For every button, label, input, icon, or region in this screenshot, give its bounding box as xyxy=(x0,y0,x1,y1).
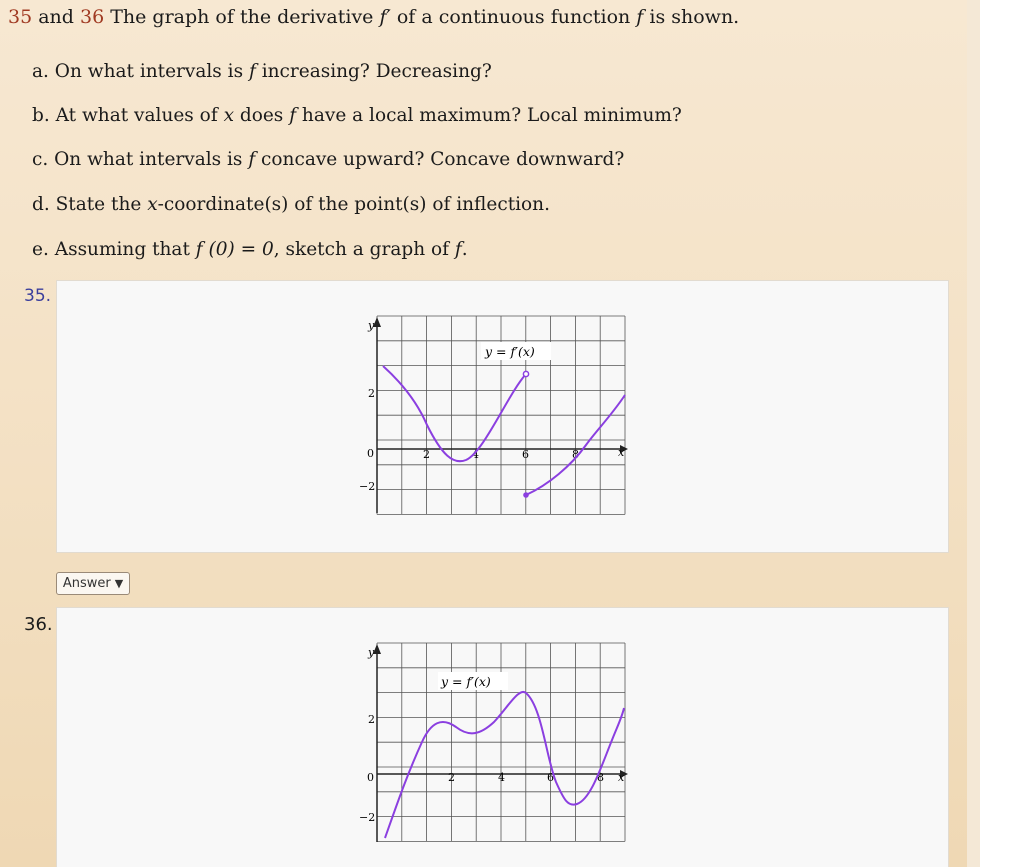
tick-label-origin: 0 xyxy=(367,771,374,784)
problem-number-36: 36 xyxy=(80,6,105,28)
question-e-f0: f (0) = 0 xyxy=(195,239,274,260)
header-text-3: is shown. xyxy=(643,6,740,28)
derivative-curve-a xyxy=(383,366,526,461)
x-axis-label: x xyxy=(618,771,625,784)
question-e-prefix: e. Assuming that xyxy=(32,239,196,260)
tick-label-y2: 2 xyxy=(368,713,375,726)
open-endpoint-top xyxy=(523,371,528,376)
question-e-end: . xyxy=(461,239,468,260)
question-c-prefix: c. On what intervals is xyxy=(32,149,249,170)
header-f: f xyxy=(636,6,644,28)
question-d-suffix: -coordinate(s) of the point(s) of inflection. xyxy=(157,194,550,215)
answer-button[interactable] xyxy=(56,572,130,595)
question-b-mid: does xyxy=(234,105,290,126)
question-a-suffix: increasing? Decreasing? xyxy=(255,61,492,82)
tick-label-y2: 2 xyxy=(368,387,375,400)
exercise-36-label: 36. xyxy=(24,614,53,635)
question-c xyxy=(32,149,624,170)
y-axis-label: y xyxy=(368,319,375,332)
question-c-f: f xyxy=(248,149,256,170)
question-b xyxy=(32,105,682,126)
question-d xyxy=(32,194,550,215)
question-b-x: x xyxy=(223,105,234,126)
curve-label: y = f′(x) xyxy=(441,674,491,689)
tick-label-x2: 2 xyxy=(423,448,430,461)
tick-label-x8: 8 xyxy=(597,771,604,784)
tick-label-x6: 6 xyxy=(522,448,529,461)
question-e-f: f xyxy=(454,239,462,260)
right-edge-strip xyxy=(967,0,980,867)
exercise-36-panel xyxy=(56,607,949,867)
header-and: and xyxy=(32,6,80,28)
question-a-f: f xyxy=(248,61,256,82)
y-axis-label: y xyxy=(368,646,375,659)
question-c-suffix: concave upward? Concave downward? xyxy=(255,149,625,170)
question-b-prefix: b. At what values of xyxy=(32,105,224,126)
tick-label-x4: 4 xyxy=(472,448,479,461)
question-e xyxy=(32,239,468,260)
question-a-prefix: a. On what intervals is xyxy=(32,61,249,82)
down-arrow-icon: ▼ xyxy=(114,577,124,590)
question-e-suffix: , sketch a graph of xyxy=(273,239,455,260)
tick-label-origin: 0 xyxy=(367,447,374,460)
question-b-f: f xyxy=(289,105,297,126)
problem-header xyxy=(8,6,739,28)
exercise-35-panel xyxy=(56,280,949,553)
tick-label-x4: 4 xyxy=(498,771,505,784)
x-axis-label: x xyxy=(618,446,625,459)
question-a xyxy=(32,61,492,82)
tick-label-x2: 2 xyxy=(448,771,455,784)
problem-number-35: 35 xyxy=(8,6,33,28)
answer-button-label: Answer xyxy=(62,576,111,591)
question-d-prefix: d. State the xyxy=(32,194,148,215)
exercise-35-label: 35. xyxy=(24,286,52,306)
header-text-2: of a continuous function xyxy=(390,6,637,28)
exercise-36-graph xyxy=(56,607,949,867)
tick-label-yneg2: −2 xyxy=(359,480,376,493)
header-text-1: The graph of the derivative xyxy=(104,6,380,28)
tick-label-x6: 6 xyxy=(547,771,554,784)
question-b-suffix: have a local maximum? Local minimum? xyxy=(296,105,682,126)
header-fprime: f′ xyxy=(379,6,391,28)
question-d-x: x xyxy=(147,194,158,215)
curve-label: y = f′(x) xyxy=(485,344,535,359)
tick-label-x8: 8 xyxy=(572,448,579,461)
derivative-curve xyxy=(385,692,624,838)
exercise-35-graph xyxy=(56,280,949,553)
tick-label-yneg2: −2 xyxy=(359,811,376,824)
